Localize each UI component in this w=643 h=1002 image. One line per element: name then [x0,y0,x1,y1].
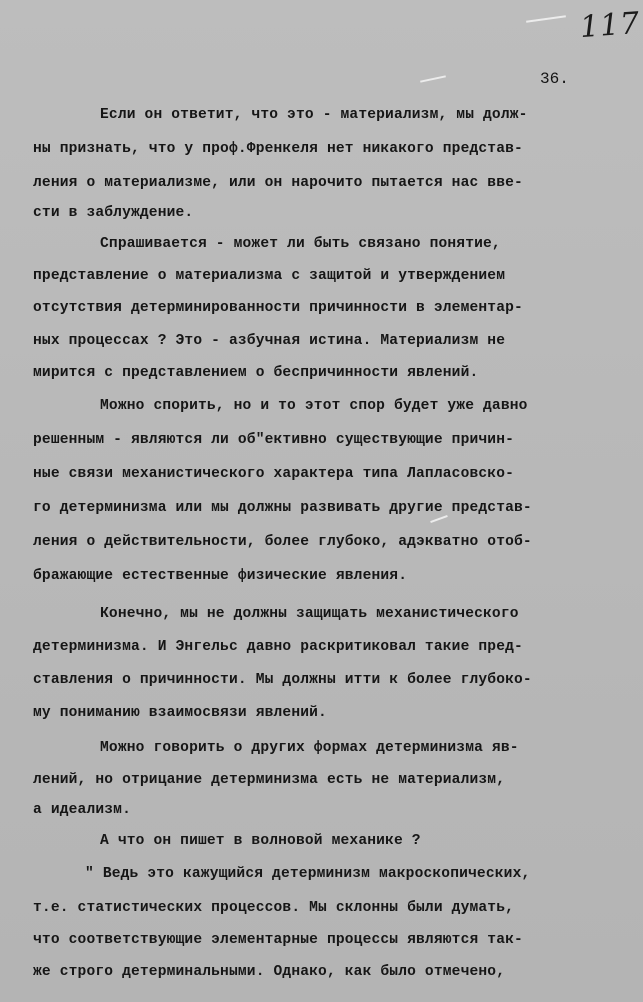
text-line: лений, но отрицание детерминизма есть не материализм, [33,772,506,788]
page-number: 36. [540,70,569,88]
text-line: отсутствия детерминированности причинности в элементар- [33,300,523,316]
text-line: ны признать, что у проф.Френкеля нет никакого представ- [33,141,523,157]
text-line: ления о материализме, или он нарочито пытается нас вве- [33,175,523,191]
archive-page-number: 117 [578,5,642,46]
text-line: что соответствующие элементарные процессы являются так- [33,932,523,948]
text-line: ления о действительности, более глубоко, адэкватно отоб- [33,534,532,550]
film-scratch [420,75,446,82]
text-line: А что он пишет в волновой механике ? [100,833,421,849]
text-line: Конечно, мы не должны защищать механистического [100,606,519,622]
text-line: му пониманию взаимосвязи явлений. [33,705,327,721]
text-line: Если он ответит, что это - материализм, мы долж- [100,107,528,123]
text-line: сти в заблуждение. [33,205,194,221]
text-line: а идеализм. [33,802,131,818]
text-line: мирится с представлением о беспричинности явлений. [33,365,479,381]
text-line: бражающие естественные физические явления. [33,568,408,584]
text-line: детерминизма. И Энгельс давно раскритиковал такие пред- [33,639,523,655]
text-line: решенным - являются ли об"ективно существующие причин- [33,432,515,448]
text-line: ставления о причинности. Мы должны итти к более глубоко- [33,672,532,688]
text-line: ные связи механистического характера типа Лапласовско- [33,466,515,482]
text-line: представление о материализма с защитой и утверждением [33,268,506,284]
text-line: Можно говорить о других формах детерминизма яв- [100,740,519,756]
film-scratch [526,15,566,23]
text-line: ных процессах ? Это - азбучная истина. Материализм не [33,333,506,349]
text-line: т.е. статистических процессов. Мы склонны были думать, [33,900,515,916]
film-scratch [430,515,448,523]
text-line: Спрашивается - может ли быть связано понятие, [100,236,501,252]
text-line: " Ведь это кажущийся детерминизм макроскопических, [85,866,531,882]
text-line: Можно спорить, но и то этот спор будет уже давно [100,398,528,414]
text-line: же строго детерминальными. Однако, как было отмечено, [33,964,506,980]
text-line: го детерминизма или мы должны развивать другие представ- [33,500,532,516]
